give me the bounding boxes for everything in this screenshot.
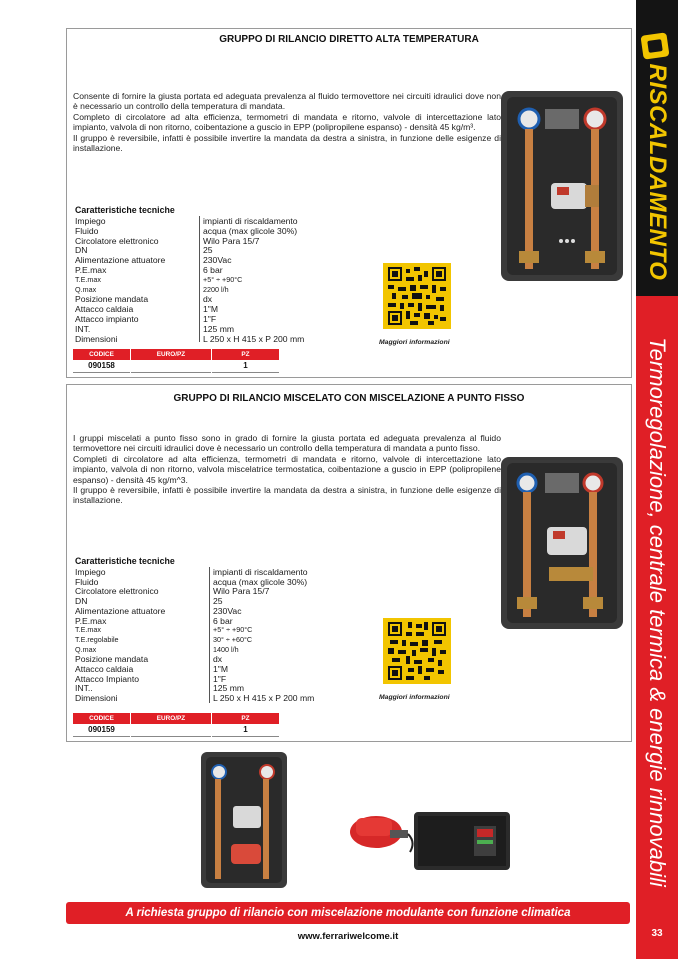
- controller-image: [414, 806, 510, 872]
- spec-label: Fluido: [75, 576, 99, 587]
- spec-value: 25: [213, 596, 223, 607]
- spec-value: 1"M: [213, 664, 228, 674]
- spec-row: [75, 255, 375, 265]
- table-cell-qty: 1: [212, 360, 279, 373]
- table-cell-code: 090158: [73, 360, 130, 373]
- product-title: GRUPPO DI RILANCIO DIRETTO ALTA TEMPERATURA: [219, 34, 479, 45]
- spec-value: L 250 x H 415 x P 200 mm: [213, 693, 315, 704]
- spec-label: Fluido: [75, 225, 99, 236]
- table-header-price: EURO/PZ: [131, 349, 211, 360]
- spec-value: Wilo Para 15/7: [213, 586, 270, 597]
- spec-row: [75, 625, 375, 635]
- spec-value: 2200 l/h: [203, 284, 229, 294]
- description-paragraph: Completi di circolatore ad alta efficienza, termometri di mandata e ritorno, valvole di intercettazione lato impianto, valvola di non ritorno, valvola miscelatrice termostatica, coibentazione a guscio in EPP (polipropilene espanso) - densità 45 kg/m^3.: [73, 453, 501, 485]
- spec-label: Impiego: [75, 216, 106, 226]
- product-description: [73, 433, 501, 506]
- spec-label: T.E.regolabile: [75, 634, 119, 644]
- spec-label: T.E.max: [75, 274, 101, 284]
- description-paragraph: Il gruppo è reversibile, infatti è possibile invertire la mandata da destra a sinistra, in funzione delle esigenze di installazione.: [73, 132, 501, 154]
- table-cell-code: 090159: [73, 724, 130, 737]
- spec-label: INT.: [75, 323, 91, 334]
- spec-value: 1"M: [203, 304, 218, 315]
- spec-row: [75, 285, 375, 295]
- spec-row: [75, 586, 375, 596]
- spec-label: DN: [75, 596, 88, 607]
- spec-row: [75, 236, 375, 246]
- spec-label: Circolatore elettronico: [75, 235, 159, 246]
- actuator-image: [346, 802, 416, 854]
- spec-row: [75, 635, 375, 645]
- spec-value: 1"F: [213, 673, 227, 684]
- spec-value: 125 mm: [213, 683, 245, 694]
- spec-label: Q.max: [75, 644, 97, 654]
- spec-label: DN: [75, 245, 88, 256]
- table-header-price: EURO/PZ: [131, 713, 211, 724]
- spec-label: Q.max: [75, 284, 97, 294]
- qr-caption[interactable]: Maggiori informazioni: [379, 339, 450, 346]
- spec-label: P.E.max: [75, 265, 107, 275]
- spec-row: [75, 674, 375, 684]
- category-subtitle: Termoregolazione, centrale termica & energie rinnovabili: [645, 337, 670, 887]
- spec-label: Alimentazione attuatore: [75, 605, 166, 616]
- modulating-pump-group-image: [201, 752, 287, 888]
- spec-value: 6 bar: [213, 615, 233, 626]
- spec-value: 30° ÷ +60°C: [213, 634, 253, 644]
- spec-row: [75, 596, 375, 606]
- spec-row: [75, 334, 375, 344]
- boiler-logo-icon: [640, 32, 669, 59]
- spec-label: Attacco caldaia: [75, 664, 134, 674]
- product-title: GRUPPO DI RILANCIO MISCELATO CON MISCELAZIONE A PUNTO FISSO: [173, 393, 525, 404]
- table-cell-price: [131, 360, 211, 373]
- spec-value: 6 bar: [203, 265, 223, 275]
- table-header-code: CODICE: [73, 349, 130, 360]
- description-paragraph: Il gruppo è reversibile, infatti è possibile invertire la mandata da destra a sinistra, in funzione delle esigenze di installazione.: [73, 485, 501, 506]
- spec-row: [75, 567, 375, 577]
- spec-row: [75, 645, 375, 655]
- spec-value: +5° ÷ +90°C: [213, 625, 253, 635]
- spec-row: [75, 304, 375, 314]
- description-paragraph: I gruppi miscelati a punto fisso sono in grado di fornire la giusta portata ed adeguata prevalenza al fluido termovettore nei circuiti idraulici dove è necessario un controllo della temperatura di mandata a punto fisso.: [73, 433, 501, 454]
- spec-row: [75, 216, 375, 226]
- page-number: 33: [651, 928, 663, 939]
- spec-row: [75, 245, 375, 255]
- qr-code[interactable]: [383, 263, 451, 329]
- spec-label: Dimensioni: [75, 333, 118, 344]
- spec-value: acqua (max glicole 30%): [203, 225, 298, 236]
- spec-row: [75, 275, 375, 285]
- spec-value: Wilo Para 15/7: [203, 235, 260, 246]
- qr-caption[interactable]: Maggiori informazioni: [379, 694, 450, 701]
- spec-value: 25: [203, 245, 213, 256]
- specs-heading: Caratteristiche tecniche: [75, 205, 175, 215]
- spec-value: impianti di riscaldamento: [203, 216, 298, 226]
- spec-row: [75, 294, 375, 304]
- spec-row: [75, 693, 375, 703]
- spec-row: [75, 324, 375, 334]
- spec-label: Alimentazione attuatore: [75, 255, 166, 266]
- qr-code-icon: [388, 622, 446, 680]
- spec-value: impianti di riscaldamento: [213, 567, 308, 577]
- spec-row: [75, 226, 375, 236]
- website-link[interactable]: www.ferrariwelcome.it: [297, 931, 399, 942]
- specs-heading: Caratteristiche tecniche: [75, 556, 175, 566]
- spec-row: [75, 265, 375, 275]
- spec-value: 230Vac: [213, 605, 242, 616]
- table-header-qty: PZ: [212, 349, 279, 360]
- pump-group-image: [501, 91, 623, 281]
- spec-value: +5° ÷ +90°C: [203, 274, 243, 284]
- spec-value: acqua (max glicole 30%): [213, 576, 308, 587]
- spec-value: 125 mm: [203, 323, 235, 334]
- spec-label: Posizione mandata: [75, 654, 149, 665]
- spec-value: 230Vac: [203, 255, 232, 266]
- product-box-2: [66, 384, 632, 742]
- spec-label: Dimensioni: [75, 693, 118, 704]
- product-box-1: [66, 28, 632, 378]
- category-title: RISCALDAMENTO: [644, 63, 671, 281]
- table-header-qty: PZ: [212, 713, 279, 724]
- table-cell-price: [131, 724, 211, 737]
- spec-label: T.E.max: [75, 625, 101, 635]
- qr-code[interactable]: [383, 618, 451, 684]
- spec-label: Attacco impianto: [75, 314, 139, 324]
- table-header-code: CODICE: [73, 713, 130, 724]
- spec-row: [75, 654, 375, 664]
- description-paragraph: Completo di circolatore ad alta efficienza, termometri di mandata e ritorno, valvole di intercettazione lato impianto, valvola di non ritorno, coibentazione a guscio in EPP (polipropilene espanso) - densità 45 kg/m³.: [73, 111, 501, 133]
- info-banner: A richiesta gruppo di rilancio con miscelazione modulante con funzione climatica: [66, 902, 630, 924]
- spec-label: P.E.max: [75, 615, 107, 626]
- qr-code-icon: [388, 267, 446, 325]
- spec-value: L 250 x H 415 x P 200 mm: [203, 333, 305, 344]
- spec-value: 1"F: [203, 314, 217, 324]
- description-paragraph: Consente di fornire la giusta portata ed adeguata prevalenza al fluido termovettore nei circuiti idraulici dove non è necessario un controllo della temperatura di mandata.: [73, 91, 501, 112]
- table-cell-qty: 1: [212, 724, 279, 737]
- spec-label: Circolatore elettronico: [75, 586, 159, 597]
- spec-label: Posizione mandata: [75, 294, 149, 305]
- spec-label: Attacco caldaia: [75, 304, 134, 315]
- spec-label: Impiego: [75, 567, 106, 577]
- spec-row: [75, 606, 375, 616]
- product-description: [73, 91, 501, 153]
- spec-label: INT..: [75, 683, 93, 694]
- pump-group-image: [501, 457, 623, 629]
- spec-row: [75, 314, 375, 324]
- spec-row: [75, 664, 375, 674]
- spec-value: dx: [213, 654, 223, 665]
- spec-label: Attacco Impianto: [75, 673, 140, 684]
- spec-value: 1400 l/h: [213, 644, 239, 654]
- spec-value: dx: [203, 294, 213, 305]
- spec-row: [75, 616, 375, 626]
- spec-row: [75, 577, 375, 587]
- spec-row: [75, 683, 375, 693]
